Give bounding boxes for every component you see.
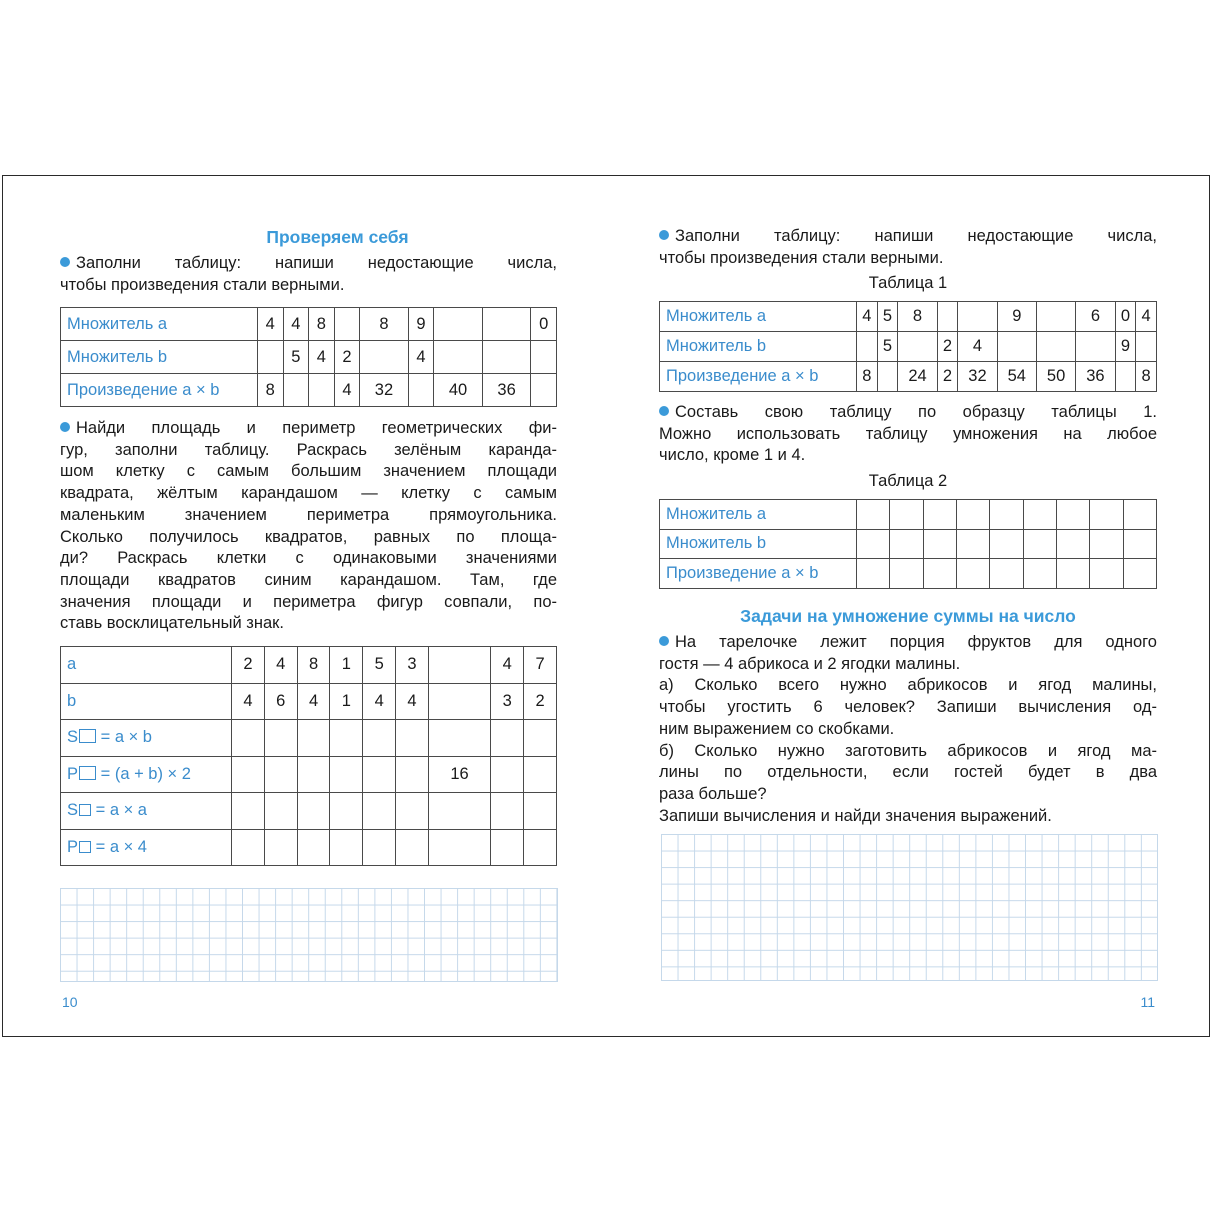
table-cell[interactable]: [330, 720, 363, 757]
row-label-text: Произведение a × b: [666, 367, 819, 385]
table-cell[interactable]: [524, 793, 557, 830]
table-cell[interactable]: [956, 559, 989, 589]
row-label-text: Множитель b: [666, 534, 767, 553]
table-cell[interactable]: [1090, 559, 1123, 589]
task-line: шом клетку с самым большим значением площади: [60, 462, 557, 481]
task-line: ди? Раскрась клетки с одинаковыми значениями: [60, 549, 557, 568]
row-label-text: P: [67, 837, 79, 856]
table1-caption: Таблица 1: [868, 274, 948, 292]
squared-writing-area[interactable]: [661, 834, 1158, 981]
left-heading: Проверяем себя: [266, 227, 409, 247]
table-row: [660, 529, 1157, 559]
page-number: 10: [62, 994, 78, 1010]
table-cell[interactable]: [264, 793, 297, 830]
task-line: Заполни таблицу: напиши недостающие числа,: [60, 253, 557, 275]
table-cell[interactable]: [232, 720, 265, 757]
table-cell[interactable]: [1090, 500, 1123, 530]
row-label: [660, 332, 857, 362]
table-cell[interactable]: [363, 793, 396, 830]
row-label: [61, 374, 258, 407]
table-cell[interactable]: [937, 302, 958, 332]
table-cell[interactable]: [330, 793, 363, 830]
square-icon: [79, 804, 91, 816]
table-cell[interactable]: [524, 756, 557, 793]
table-cell[interactable]: 0: [531, 308, 557, 341]
table-cell[interactable]: [428, 720, 490, 757]
table-cell[interactable]: [264, 756, 297, 793]
table-cell[interactable]: [1115, 362, 1136, 392]
task-line: а) Сколько всего нужно абрикосов и ягод малины,: [659, 676, 1157, 695]
task-line: гур, заполни таблицу. Раскрась зелёным каранда-: [60, 440, 557, 459]
square-icon: [79, 841, 91, 853]
task-line: лины по отдельности, если гостей будет в два: [659, 763, 1157, 782]
task-line: Составь свою таблицу по образцу таблицы 1.: [659, 402, 1157, 424]
table-cell[interactable]: 4: [258, 308, 284, 341]
table-cell[interactable]: [1090, 529, 1123, 559]
table-cell[interactable]: [531, 374, 557, 407]
table-cell[interactable]: [923, 500, 956, 530]
table-cell[interactable]: 4: [264, 647, 297, 684]
table-cell[interactable]: [1123, 529, 1156, 559]
table-cell[interactable]: [363, 756, 396, 793]
task-line: На тарелочке лежит порция фруктов для одного: [659, 632, 1157, 654]
table-cell[interactable]: [956, 529, 989, 559]
table-cell[interactable]: [857, 559, 890, 589]
table-cell[interactable]: [1056, 529, 1089, 559]
table-cell[interactable]: [524, 829, 557, 866]
table-cell[interactable]: [990, 529, 1023, 559]
table-cell[interactable]: [1036, 302, 1075, 332]
table-cell[interactable]: [1123, 500, 1156, 530]
table-cell[interactable]: [428, 793, 490, 830]
row-label-text: Множитель b: [67, 347, 168, 366]
table-cell[interactable]: [923, 559, 956, 589]
left-multiplication-table: [60, 307, 557, 407]
table-cell[interactable]: 9: [1115, 332, 1136, 362]
table-cell[interactable]: 32: [958, 362, 997, 392]
task-line: чтобы произведения стали верными.: [60, 275, 345, 294]
table-cell[interactable]: [309, 374, 335, 407]
left-task1: [60, 253, 557, 296]
task-line: Запиши вычисления и найди значения выражений.: [659, 806, 1052, 825]
table-cell[interactable]: 2: [232, 647, 265, 684]
row-label-text: S: [67, 728, 79, 747]
bullet-icon: [659, 230, 669, 240]
row-label-text: Множитель a: [666, 307, 767, 325]
row-label: [61, 793, 232, 830]
task-line: квадрата, жёлтым карандашом — клетку с самым: [60, 484, 557, 503]
task-line: Сколько получилось квадратов, равных по площа-: [60, 527, 557, 546]
right-task3: [659, 632, 1157, 827]
task-line: значения площади и периметра фигур совпали, по-: [60, 592, 557, 611]
task-line: Можно использовать таблицу умножения на любое: [659, 424, 1157, 443]
table-cell[interactable]: [958, 302, 997, 332]
table-cell[interactable]: 36: [1076, 362, 1115, 392]
table-cell[interactable]: [857, 332, 878, 362]
table-cell[interactable]: [297, 756, 330, 793]
table-cell[interactable]: 8: [309, 308, 335, 341]
row-label-text: Множитель a: [666, 504, 767, 523]
bullet-icon: [659, 406, 669, 416]
table-cell[interactable]: [264, 720, 297, 757]
table-cell[interactable]: [990, 559, 1023, 589]
table-cell[interactable]: 4: [363, 683, 396, 720]
table-cell[interactable]: [428, 683, 490, 720]
table-cell[interactable]: 2: [524, 683, 557, 720]
table-cell[interactable]: [363, 720, 396, 757]
formula-text: = (a + b) × 2: [96, 764, 191, 783]
table-cell[interactable]: 2: [937, 332, 958, 362]
right-task1: [659, 226, 1157, 269]
table-cell[interactable]: [524, 720, 557, 757]
book-spread: [2, 175, 1210, 1037]
page-number: 11: [1140, 994, 1155, 1010]
task-line: маленьким значением периметра прямоугольника.: [60, 505, 557, 524]
table-cell[interactable]: [890, 500, 923, 530]
table-cell[interactable]: [232, 756, 265, 793]
table-row: [660, 559, 1157, 589]
rectangle-icon: [79, 729, 96, 743]
formula-text: = a × b: [96, 728, 152, 747]
left-task2: [60, 418, 557, 635]
task-line: б) Сколько нужно заготовить абрикосов и ягод ма-: [659, 741, 1157, 760]
squared-writing-area[interactable]: [60, 888, 558, 982]
table-cell[interactable]: [1023, 500, 1056, 530]
table-cell[interactable]: [923, 529, 956, 559]
table-cell[interactable]: 8: [857, 362, 878, 392]
bullet-icon: [659, 636, 669, 646]
table-cell[interactable]: [1056, 559, 1089, 589]
task-line: Заполни таблицу: напиши недостающие числа,: [659, 226, 1157, 248]
table-cell[interactable]: [491, 829, 524, 866]
area-perimeter-table: [60, 646, 557, 866]
table-row: [61, 647, 557, 684]
table-cell[interactable]: [232, 829, 265, 866]
row-label: [660, 529, 857, 559]
table-cell[interactable]: 5: [363, 647, 396, 684]
table-cell[interactable]: 0: [1115, 302, 1136, 332]
table-cell[interactable]: [877, 362, 898, 392]
table-cell[interactable]: [857, 529, 890, 559]
table-cell[interactable]: 9: [997, 302, 1036, 332]
table-cell[interactable]: 4: [297, 683, 330, 720]
row-label-text: Произведение a × b: [666, 563, 819, 582]
row-label-text: a: [67, 655, 77, 674]
table-cell[interactable]: [360, 341, 409, 374]
task-line: ним выражением со скобками.: [659, 719, 895, 738]
task-line: Найди площадь и периметр геометрических фи-: [60, 418, 557, 440]
table-cell[interactable]: 4: [857, 302, 878, 332]
table-cell[interactable]: 54: [997, 362, 1036, 392]
table-cell[interactable]: [232, 793, 265, 830]
row-label: [660, 362, 857, 392]
table-cell[interactable]: [482, 341, 531, 374]
table-cell[interactable]: [956, 500, 989, 530]
table-cell[interactable]: 4: [232, 683, 265, 720]
table-cell[interactable]: [428, 829, 490, 866]
table-cell[interactable]: 8: [258, 374, 284, 407]
table-cell[interactable]: [297, 793, 330, 830]
right-multiplication-table: [659, 301, 1157, 392]
table-cell[interactable]: [890, 529, 923, 559]
table-cell[interactable]: 7: [524, 647, 557, 684]
table-cell[interactable]: [491, 756, 524, 793]
task-line: чтобы угостить 6 человек? Запиши вычисления од-: [659, 698, 1157, 717]
table-cell[interactable]: [408, 374, 434, 407]
task-line: ставь восклицательный знак.: [60, 614, 284, 633]
formula-text: = a × a: [91, 801, 147, 820]
table-cell[interactable]: [990, 500, 1023, 530]
table-cell[interactable]: [857, 500, 890, 530]
table-cell[interactable]: 9: [408, 308, 434, 341]
table-cell[interactable]: [434, 308, 483, 341]
table-cell[interactable]: 6: [1076, 302, 1115, 332]
table-cell[interactable]: 2: [937, 362, 958, 392]
task-line: чтобы произведения стали верными.: [659, 248, 944, 267]
table-cell[interactable]: 4: [958, 332, 997, 362]
table-cell[interactable]: [396, 793, 429, 830]
table-cell[interactable]: [334, 308, 360, 341]
table-cell[interactable]: [491, 793, 524, 830]
table2-caption: Таблица 2: [868, 472, 948, 490]
table-row: [660, 332, 1157, 362]
table-cell[interactable]: [258, 341, 284, 374]
row-label: [61, 647, 232, 684]
table-cell[interactable]: [434, 341, 483, 374]
table-cell[interactable]: [428, 647, 490, 684]
table-row: [61, 793, 557, 830]
table-cell[interactable]: [1136, 332, 1157, 362]
table-cell[interactable]: 2: [334, 341, 360, 374]
custom-multiplication-table: [659, 499, 1157, 589]
table-cell[interactable]: [1023, 529, 1056, 559]
table-cell[interactable]: 4: [491, 647, 524, 684]
table-cell[interactable]: [1036, 332, 1075, 362]
table-cell[interactable]: 8: [898, 302, 937, 332]
table-cell[interactable]: [482, 308, 531, 341]
table-cell[interactable]: 4: [1136, 302, 1157, 332]
table-cell[interactable]: 3: [491, 683, 524, 720]
row-label-text: S: [67, 801, 79, 820]
row-label-text: b: [67, 691, 77, 710]
table-cell[interactable]: 4: [408, 341, 434, 374]
table-row: [61, 756, 557, 793]
table-cell[interactable]: 1: [330, 683, 363, 720]
table-cell[interactable]: [997, 332, 1036, 362]
table-cell[interactable]: 5: [283, 341, 309, 374]
table-row: [61, 308, 557, 341]
table-cell[interactable]: [363, 829, 396, 866]
row-label: [61, 683, 232, 720]
table-cell[interactable]: 50: [1036, 362, 1075, 392]
table-cell[interactable]: 24: [898, 362, 937, 392]
row-label: [61, 341, 258, 374]
task-line: раза больше?: [659, 784, 767, 803]
table-cell[interactable]: 8: [360, 308, 409, 341]
task-line: число, кроме 1 и 4.: [659, 446, 806, 465]
table-cell[interactable]: 5: [877, 332, 898, 362]
table-cell[interactable]: 3: [396, 647, 429, 684]
table-cell[interactable]: [1076, 332, 1115, 362]
table-cell[interactable]: 40: [434, 374, 483, 407]
row-label: [61, 829, 232, 866]
bullet-icon: [60, 422, 70, 432]
table-cell[interactable]: 32: [360, 374, 409, 407]
table-cell[interactable]: [491, 720, 524, 757]
row-label: [61, 756, 232, 793]
table-cell[interactable]: 4: [309, 341, 335, 374]
bullet-icon: [60, 257, 70, 267]
row-label-text: Множитель b: [666, 337, 767, 355]
table-cell[interactable]: [297, 829, 330, 866]
row-label-text: P: [67, 764, 79, 783]
row-label: [660, 500, 857, 530]
table-row: [61, 341, 557, 374]
task-line: площади квадратов синим карандашом. Там, где: [60, 570, 557, 589]
table-cell[interactable]: [1023, 559, 1056, 589]
table-cell[interactable]: 4: [396, 683, 429, 720]
table-cell[interactable]: [531, 341, 557, 374]
task-line: гостя — 4 абрикоса и 2 ягодки малины.: [659, 654, 961, 673]
table-row: [61, 374, 557, 407]
table-row: [660, 500, 1157, 530]
table-cell[interactable]: [898, 332, 937, 362]
table-row: [660, 362, 1157, 392]
row-label: [61, 308, 258, 341]
row-label: [660, 559, 857, 589]
table-cell[interactable]: [264, 829, 297, 866]
table-cell[interactable]: 4: [283, 308, 309, 341]
table-cell[interactable]: 1: [330, 647, 363, 684]
table-cell[interactable]: [396, 756, 429, 793]
table-row: [61, 720, 557, 757]
table-cell[interactable]: [396, 720, 429, 757]
table-cell[interactable]: 36: [482, 374, 531, 407]
table-cell[interactable]: [396, 829, 429, 866]
row-label: [660, 302, 857, 332]
table-cell[interactable]: 8: [1136, 362, 1157, 392]
right-heading: Задачи на умножение суммы на число: [740, 606, 1076, 626]
table-cell[interactable]: 8: [297, 647, 330, 684]
table-cell[interactable]: [1056, 500, 1089, 530]
table-row: [61, 683, 557, 720]
table-cell[interactable]: [1123, 559, 1156, 589]
table-cell[interactable]: [330, 756, 363, 793]
formula-text: = a × 4: [91, 837, 147, 856]
table-cell[interactable]: [297, 720, 330, 757]
table-cell[interactable]: [890, 559, 923, 589]
table-cell[interactable]: [283, 374, 309, 407]
table-cell[interactable]: 16: [428, 756, 490, 793]
table-cell[interactable]: 6: [264, 683, 297, 720]
row-label-text: Произведение a × b: [67, 380, 220, 399]
row-label-text: Множитель a: [67, 314, 168, 333]
rectangle-icon: [79, 766, 96, 780]
table-cell[interactable]: 4: [334, 374, 360, 407]
table-row: [61, 829, 557, 866]
table-cell[interactable]: 5: [877, 302, 898, 332]
row-label: [61, 720, 232, 757]
right-task2: [659, 402, 1157, 467]
table-cell[interactable]: [330, 829, 363, 866]
table-row: [660, 302, 1157, 332]
